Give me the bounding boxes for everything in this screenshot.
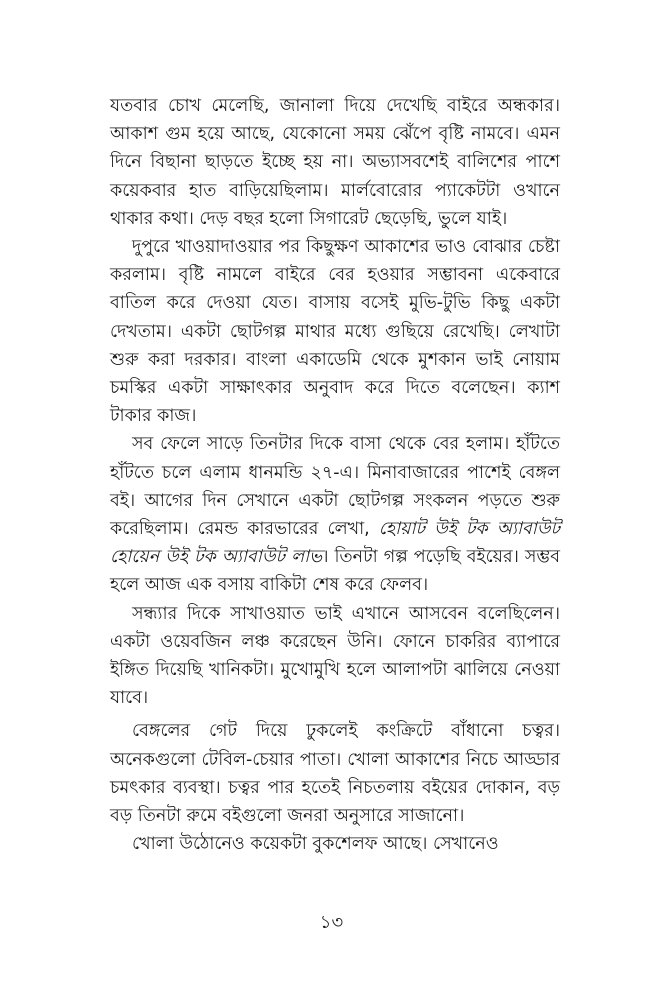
body-text — [110, 92, 560, 858]
paragraph-5: বেঙ্গলের গেট দিয়ে ঢুকলেই কংক্রিটে বাঁধানো চত্বর। অনেকগুলো টেবিল-চেয়ার পাতা। খোলা আকাশের নিচে আড্ডার চমৎকার ব্যবস্থা। চত্বর পার হতেই নিচতলায় বইয়ের দোকান, বড় বড় তিনটা রুমে বইগুলো জনরা অনুসারে সাজানো। — [110, 721, 560, 827]
page-number: ১৩ — [319, 912, 344, 933]
paragraph-3-text-after: । তিনটা গল্প পড়েছি বইয়ের। সম্ভব হলে আজ এক বসায় বাকিটা শেষ করে ফেলব। — [110, 547, 561, 596]
book-title-italic: হোয়াট উই টক অ্যাবাউট হোয়েন উই টক অ্যাবাউট লাভ — [110, 519, 560, 568]
paragraph-6: খোলা উঠোনেও কয়েকটা বুকশেলফ আছে। সেখানেও — [132, 834, 499, 855]
paragraph-3-text-before: সব ফেলে সাড়ে তিনটার দিকে বাসা থেকে বের হলাম। হাঁটতে হাঁটতে চলে এলাম ধানমন্ডি ২৭-এ। মিনাবাজারের পাশেই বেঙ্গল বই। আগের দিন সেখানে একটা ছোটগল্প সংকলন পড়তে শুরু করেছিলাম। রেমন্ড কারভারের লেখা, — [110, 434, 560, 540]
paragraph-4: সন্ধ্যার দিকে সাখাওয়াত ভাই এখানে আসবেন বলেছিলেন। একটা ওয়েবজিন লঞ্চ করেছেন উনি। ফোনে চাকরির ব্যাপারে ইঙ্গিত দিয়েছি খানিকটা। মুখোমুখি হলে আলাপটা ঝালিয়ে নেওয়া যাবে। — [110, 603, 560, 709]
paragraph-3 — [110, 430, 560, 599]
paragraph-1: যতবার চোখ মেলেছি, জানালা দিয়ে দেখেছি বাইরে অন্ধকার। আকাশ গুম হয়ে আছে, যেকোনো সময় ঝেঁপে বৃষ্টি নামবে। এমন দিনে বিছানা ছাড়তে ইচ্ছে হয় না। অভ্যাসবশেই বালিশের পাশে কয়েকবার হাত বাড়িয়েছিলাম। মার্লবোরোর প্যাকেটটা ওখানে থাকার কথা। দেড় বছর হলো সিগারেট ছেড়েছি, ভুলে যাই। — [110, 96, 560, 229]
paragraph-2: দুপুরে খাওয়াদাওয়ার পর কিছুক্ষণ আকাশের ভাও বোঝার চেষ্টা করলাম। বৃষ্টি নামলে বাইরে বের হওয়ার সম্ভাবনা একেবারে বাতিল করে দেওয়া যেত। বাসায় বসেই মুভি-টুভি কিছু একটা দেখতাম। একটা ছোটগল্প মাথার মধ্যে গুছিয়ে রেখেছি। লেখাটা শুরু করা দরকার। বাংলা একাডেমি থেকে মুশকান ভাই নোয়াম চমস্কির একটা সাক্ষাৎকার অনুবাদ করে দিতে বলেছেন। ক্যাশ টাকার কাজ। — [110, 237, 560, 427]
